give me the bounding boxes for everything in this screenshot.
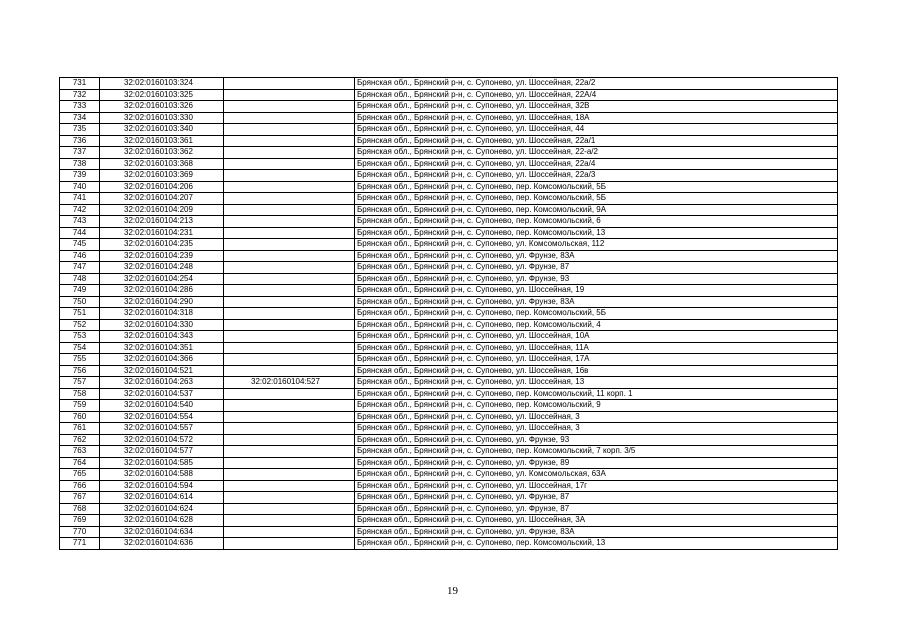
cadastral-number-cell: 32:02:0160103:369 <box>100 170 224 182</box>
related-number-cell <box>224 503 355 515</box>
table-row <box>60 112 838 124</box>
table-row <box>60 158 838 170</box>
related-number-cell <box>224 400 355 412</box>
table-row <box>60 147 838 159</box>
cadastral-number-cell: 32:02:0160104:318 <box>100 308 224 320</box>
address-cell: Брянская обл., Брянский р-н, с. Супонево, ул. Шоссейная, 44 <box>355 124 838 136</box>
related-number-cell <box>224 285 355 297</box>
related-number-cell <box>224 204 355 216</box>
address-cell: Брянская обл., Брянский р-н, с. Супонево, ул. Комсомольская, 112 <box>355 239 838 251</box>
row-number-cell: 757 <box>60 377 100 389</box>
related-number-cell <box>224 342 355 354</box>
cadastral-number-cell: 32:02:0160103:325 <box>100 89 224 101</box>
related-number-cell <box>224 480 355 492</box>
row-number-cell: 766 <box>60 480 100 492</box>
table-row <box>60 423 838 435</box>
related-number-cell <box>224 526 355 538</box>
related-number-cell <box>224 446 355 458</box>
related-number-cell <box>224 101 355 113</box>
cadastral-number-cell: 32:02:0160104:540 <box>100 400 224 412</box>
table-body <box>60 78 838 550</box>
related-number-cell <box>224 388 355 400</box>
cadastral-number-cell: 32:02:0160104:209 <box>100 204 224 216</box>
table-row <box>60 273 838 285</box>
cadastral-number-cell: 32:02:0160104:343 <box>100 331 224 343</box>
table-row <box>60 354 838 366</box>
row-number-cell: 761 <box>60 423 100 435</box>
table-row <box>60 538 838 550</box>
address-cell: Брянская обл., Брянский р-н, с. Супонево, пер. Комсомольский, 7 корп. 3/5 <box>355 446 838 458</box>
address-cell: Брянская обл., Брянский р-н, с. Супонево, ул. Шоссейная, 17г <box>355 480 838 492</box>
table-row <box>60 434 838 446</box>
cadastral-number-cell: 32:02:0160104:286 <box>100 285 224 297</box>
related-number-cell <box>224 158 355 170</box>
table-row <box>60 480 838 492</box>
row-number-cell: 763 <box>60 446 100 458</box>
row-number-cell: 739 <box>60 170 100 182</box>
related-number-cell <box>224 515 355 527</box>
row-number-cell: 771 <box>60 538 100 550</box>
row-number-cell: 743 <box>60 216 100 228</box>
table-row <box>60 78 838 90</box>
address-cell: Брянская обл., Брянский р-н, с. Супонево, ул. Шоссейная, 22а/2 <box>355 78 838 90</box>
row-number-cell: 744 <box>60 227 100 239</box>
row-number-cell: 749 <box>60 285 100 297</box>
row-number-cell: 741 <box>60 193 100 205</box>
address-cell: Брянская обл., Брянский р-н, с. Супонево, пер. Комсомольский, 13 <box>355 538 838 550</box>
related-number-cell <box>224 78 355 90</box>
table-row <box>60 388 838 400</box>
table-row <box>60 411 838 423</box>
related-number-cell <box>224 296 355 308</box>
row-number-cell: 768 <box>60 503 100 515</box>
row-number-cell: 764 <box>60 457 100 469</box>
row-number-cell: 754 <box>60 342 100 354</box>
related-number-cell <box>224 216 355 228</box>
address-cell: Брянская обл., Брянский р-н, с. Супонево, ул. Шоссейная, 3 <box>355 411 838 423</box>
table-row <box>60 227 838 239</box>
related-number-cell <box>224 112 355 124</box>
cadastral-number-cell: 32:02:0160103:326 <box>100 101 224 113</box>
address-cell: Брянская обл., Брянский р-н, с. Супонево, ул. Фрунзе, 83А <box>355 296 838 308</box>
address-cell: Брянская обл., Брянский р-н, с. Супонево, пер. Комсомольский, 13 <box>355 227 838 239</box>
row-number-cell: 758 <box>60 388 100 400</box>
row-number-cell: 762 <box>60 434 100 446</box>
address-cell: Брянская обл., Брянский р-н, с. Супонево, ул. Шоссейная, 32В <box>355 101 838 113</box>
address-cell: Брянская обл., Брянский р-н, с. Супонево, ул. Шоссейная, 19 <box>355 285 838 297</box>
related-number-cell <box>224 193 355 205</box>
row-number-cell: 750 <box>60 296 100 308</box>
row-number-cell: 769 <box>60 515 100 527</box>
cadastral-number-cell: 32:02:0160104:572 <box>100 434 224 446</box>
cadastral-number-cell: 32:02:0160104:239 <box>100 250 224 262</box>
row-number-cell: 735 <box>60 124 100 136</box>
related-number-cell <box>224 423 355 435</box>
cadastral-number-cell: 32:02:0160104:330 <box>100 319 224 331</box>
address-cell: Брянская обл., Брянский р-н, с. Супонево, ул. Шоссейная, 16в <box>355 365 838 377</box>
cadastral-number-cell: 32:02:0160104:614 <box>100 492 224 504</box>
cadastral-number-cell: 32:02:0160104:206 <box>100 181 224 193</box>
row-number-cell: 736 <box>60 135 100 147</box>
related-number-cell: 32:02:0160104:527 <box>224 377 355 389</box>
table-row <box>60 365 838 377</box>
address-cell: Брянская обл., Брянский р-н, с. Супонево, ул. Шоссейная, 17А <box>355 354 838 366</box>
table-row <box>60 181 838 193</box>
row-number-cell: 756 <box>60 365 100 377</box>
cadastral-number-cell: 32:02:0160103:368 <box>100 158 224 170</box>
address-cell: Брянская обл., Брянский р-н, с. Супонево, ул. Шоссейная, 22А/4 <box>355 89 838 101</box>
table-row <box>60 515 838 527</box>
row-number-cell: 732 <box>60 89 100 101</box>
cadastral-number-cell: 32:02:0160104:624 <box>100 503 224 515</box>
cadastral-number-cell: 32:02:0160104:588 <box>100 469 224 481</box>
address-cell: Брянская обл., Брянский р-н, с. Супонево, ул. Шоссейная, 10А <box>355 331 838 343</box>
table-row <box>60 308 838 320</box>
row-number-cell: 760 <box>60 411 100 423</box>
table-row <box>60 193 838 205</box>
cadastral-number-cell: 32:02:0160104:521 <box>100 365 224 377</box>
table-row <box>60 124 838 136</box>
table-row <box>60 262 838 274</box>
cadastral-number-cell: 32:02:0160104:634 <box>100 526 224 538</box>
address-cell: Брянская обл., Брянский р-н, с. Супонево, ул. Шоссейная, 22-а/2 <box>355 147 838 159</box>
address-cell: Брянская обл., Брянский р-н, с. Супонево, пер. Комсомольский, 6 <box>355 216 838 228</box>
related-number-cell <box>224 262 355 274</box>
table-row <box>60 135 838 147</box>
address-cell: Брянская обл., Брянский р-н, с. Супонево, пер. Комсомольский, 5Б <box>355 181 838 193</box>
table-row <box>60 492 838 504</box>
address-cell: Брянская обл., Брянский р-н, с. Супонево, ул. Фрунзе, 87 <box>355 492 838 504</box>
address-cell: Брянская обл., Брянский р-н, с. Супонево, ул. Фрунзе, 87 <box>355 262 838 274</box>
table-row <box>60 170 838 182</box>
cadastral-number-cell: 32:02:0160103:362 <box>100 147 224 159</box>
address-cell: Брянская обл., Брянский р-н, с. Супонево, ул. Фрунзе, 87 <box>355 503 838 515</box>
table-row <box>60 469 838 481</box>
cadastral-number-cell: 32:02:0160103:324 <box>100 78 224 90</box>
address-cell: Брянская обл., Брянский р-н, с. Супонево, ул. Фрунзе, 83А <box>355 526 838 538</box>
related-number-cell <box>224 354 355 366</box>
table-row <box>60 331 838 343</box>
table-row <box>60 377 838 389</box>
row-number-cell: 745 <box>60 239 100 251</box>
address-cell: Брянская обл., Брянский р-н, с. Супонево, пер. Комсомольский, 11 корп. 1 <box>355 388 838 400</box>
address-cell: Брянская обл., Брянский р-н, с. Супонево, ул. Шоссейная, 22а/1 <box>355 135 838 147</box>
cadastral-table <box>59 77 838 550</box>
address-cell: Брянская обл., Брянский р-н, с. Супонево, ул. Шоссейная, 18А <box>355 112 838 124</box>
cadastral-number-cell: 32:02:0160104:636 <box>100 538 224 550</box>
cadastral-number-cell: 32:02:0160104:213 <box>100 216 224 228</box>
table-row <box>60 296 838 308</box>
related-number-cell <box>224 239 355 251</box>
cadastral-number-cell: 32:02:0160104:585 <box>100 457 224 469</box>
address-cell: Брянская обл., Брянский р-н, с. Супонево, ул. Шоссейная, 22а/4 <box>355 158 838 170</box>
related-number-cell <box>224 411 355 423</box>
cadastral-number-cell: 32:02:0160104:207 <box>100 193 224 205</box>
cadastral-number-cell: 32:02:0160103:330 <box>100 112 224 124</box>
address-cell: Брянская обл., Брянский р-н, с. Супонево, пер. Комсомольский, 5Б <box>355 193 838 205</box>
related-number-cell <box>224 308 355 320</box>
table-row <box>60 526 838 538</box>
cadastral-number-cell: 32:02:0160104:254 <box>100 273 224 285</box>
address-cell: Брянская обл., Брянский р-н, с. Супонево, ул. Шоссейная, 3 <box>355 423 838 435</box>
row-number-cell: 747 <box>60 262 100 274</box>
related-number-cell <box>224 469 355 481</box>
table-row <box>60 446 838 458</box>
row-number-cell: 742 <box>60 204 100 216</box>
cadastral-number-cell: 32:02:0160104:351 <box>100 342 224 354</box>
table-row <box>60 457 838 469</box>
page-number: 19 <box>447 585 458 597</box>
cadastral-number-cell: 32:02:0160104:248 <box>100 262 224 274</box>
cadastral-number-cell: 32:02:0160103:340 <box>100 124 224 136</box>
cadastral-number-cell: 32:02:0160104:628 <box>100 515 224 527</box>
related-number-cell <box>224 170 355 182</box>
cadastral-number-cell: 32:02:0160104:263 <box>100 377 224 389</box>
address-cell: Брянская обл., Брянский р-н, с. Супонево, ул. Фрунзе, 89 <box>355 457 838 469</box>
address-cell: Брянская обл., Брянский р-н, с. Супонево, пер. Комсомольский, 4 <box>355 319 838 331</box>
row-number-cell: 767 <box>60 492 100 504</box>
related-number-cell <box>224 434 355 446</box>
address-cell: Брянская обл., Брянский р-н, с. Супонево, пер. Комсомольский, 9А <box>355 204 838 216</box>
related-number-cell <box>224 124 355 136</box>
related-number-cell <box>224 273 355 285</box>
address-cell: Брянская обл., Брянский р-н, с. Супонево, ул. Фрунзе, 93 <box>355 434 838 446</box>
cadastral-number-cell: 32:02:0160104:366 <box>100 354 224 366</box>
related-number-cell <box>224 89 355 101</box>
table-row <box>60 204 838 216</box>
related-number-cell <box>224 492 355 504</box>
address-cell: Брянская обл., Брянский р-н, с. Супонево, ул. Комсомольская, 63А <box>355 469 838 481</box>
row-number-cell: 759 <box>60 400 100 412</box>
row-number-cell: 731 <box>60 78 100 90</box>
row-number-cell: 765 <box>60 469 100 481</box>
row-number-cell: 737 <box>60 147 100 159</box>
row-number-cell: 746 <box>60 250 100 262</box>
address-cell: Брянская обл., Брянский р-н, с. Супонево, ул. Шоссейная, 3А <box>355 515 838 527</box>
related-number-cell <box>224 319 355 331</box>
cadastral-number-cell: 32:02:0160104:554 <box>100 411 224 423</box>
table-row <box>60 250 838 262</box>
cadastral-number-cell: 32:02:0160104:594 <box>100 480 224 492</box>
row-number-cell: 753 <box>60 331 100 343</box>
row-number-cell: 740 <box>60 181 100 193</box>
address-cell: Брянская обл., Брянский р-н, с. Супонево, ул. Шоссейная, 22а/3 <box>355 170 838 182</box>
row-number-cell: 748 <box>60 273 100 285</box>
row-number-cell: 755 <box>60 354 100 366</box>
related-number-cell <box>224 365 355 377</box>
cadastral-number-cell: 32:02:0160104:537 <box>100 388 224 400</box>
address-cell: Брянская обл., Брянский р-н, с. Супонево, пер. Комсомольский, 9 <box>355 400 838 412</box>
row-number-cell: 738 <box>60 158 100 170</box>
related-number-cell <box>224 227 355 239</box>
related-number-cell <box>224 181 355 193</box>
address-cell: Брянская обл., Брянский р-н, с. Супонево, ул. Фрунзе, 93 <box>355 273 838 285</box>
cadastral-number-cell: 32:02:0160104:290 <box>100 296 224 308</box>
address-cell: Брянская обл., Брянский р-н, с. Супонево, ул. Фрунзе, 83А <box>355 250 838 262</box>
cadastral-number-cell: 32:02:0160103:361 <box>100 135 224 147</box>
row-number-cell: 752 <box>60 319 100 331</box>
row-number-cell: 770 <box>60 526 100 538</box>
table-row <box>60 216 838 228</box>
table-row <box>60 400 838 412</box>
related-number-cell <box>224 250 355 262</box>
cadastral-number-cell: 32:02:0160104:231 <box>100 227 224 239</box>
table-row <box>60 503 838 515</box>
table-row <box>60 285 838 297</box>
row-number-cell: 751 <box>60 308 100 320</box>
row-number-cell: 733 <box>60 101 100 113</box>
row-number-cell: 734 <box>60 112 100 124</box>
address-cell: Брянская обл., Брянский р-н, с. Супонево, ул. Шоссейная, 13 <box>355 377 838 389</box>
related-number-cell <box>224 538 355 550</box>
related-number-cell <box>224 147 355 159</box>
related-number-cell <box>224 457 355 469</box>
address-cell: Брянская обл., Брянский р-н, с. Супонево, ул. Шоссейная, 11А <box>355 342 838 354</box>
table-row <box>60 319 838 331</box>
cadastral-number-cell: 32:02:0160104:235 <box>100 239 224 251</box>
table-row <box>60 89 838 101</box>
table-row <box>60 101 838 113</box>
cadastral-number-cell: 32:02:0160104:577 <box>100 446 224 458</box>
table-row <box>60 342 838 354</box>
table-row <box>60 239 838 251</box>
related-number-cell <box>224 135 355 147</box>
cadastral-number-cell: 32:02:0160104:557 <box>100 423 224 435</box>
related-number-cell <box>224 331 355 343</box>
address-cell: Брянская обл., Брянский р-н, с. Супонево, пер. Комсомольский, 5Б <box>355 308 838 320</box>
